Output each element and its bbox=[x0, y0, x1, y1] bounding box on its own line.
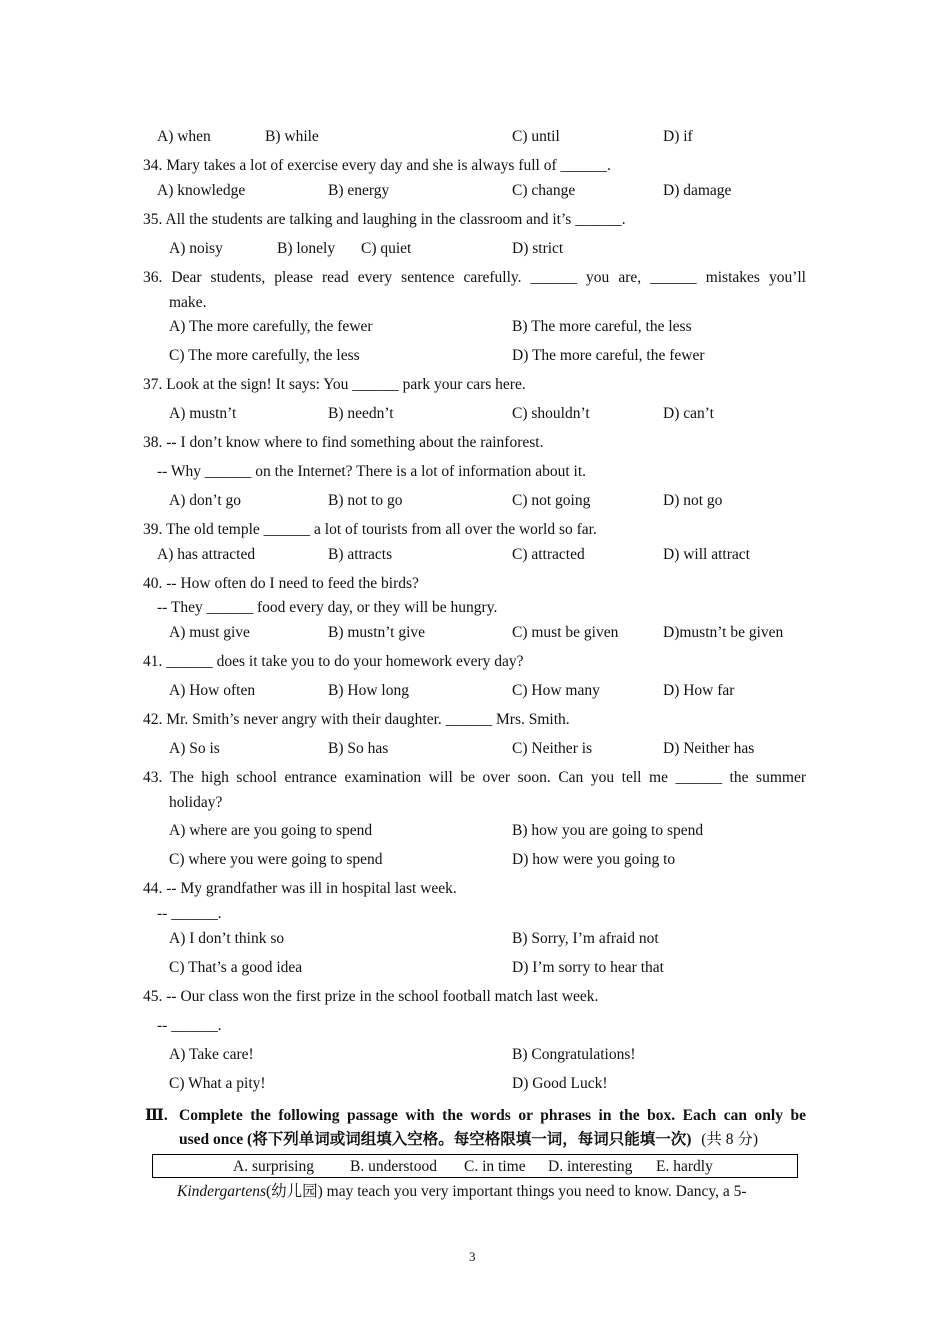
q37-option-c: C) shouldn’t bbox=[512, 405, 590, 422]
section3-instruction-line1: Complete the following passage with the words or phrases in the box. Each can only be bbox=[179, 1107, 806, 1124]
q34-option-d: D) damage bbox=[663, 182, 732, 199]
word-box-item-d: D. interesting bbox=[548, 1158, 633, 1175]
q43-option-a: A) where are you going to spend bbox=[169, 822, 373, 839]
q35-option-b: B) lonely bbox=[277, 240, 336, 257]
q43-stem: 43. The high school entrance examination will be over soon. Can you tell me ______ the summer bbox=[143, 769, 806, 786]
word-box bbox=[152, 1154, 798, 1178]
q37-option-a: A) mustn’t bbox=[169, 405, 237, 422]
q34-stem: 34. Mary takes a lot of exercise every day and she is always full of ______. bbox=[143, 157, 611, 174]
q38-option-a: A) don’t go bbox=[169, 492, 242, 509]
q44-option-b: B) Sorry, I’m afraid not bbox=[512, 930, 659, 947]
q36-stem-continued: make. bbox=[169, 294, 207, 311]
q43-stem-continued: holiday? bbox=[169, 794, 223, 811]
page-number: 3 bbox=[469, 1249, 476, 1264]
q45-option-d: D) Good Luck! bbox=[512, 1075, 608, 1092]
q40-stem: 40. -- How often do I need to feed the birds? bbox=[143, 575, 419, 592]
q37-option-b: B) needn’t bbox=[328, 405, 394, 422]
q40-stem-continued: -- They ______ food every day, or they will be hungry. bbox=[157, 599, 498, 616]
q42-option-d: D) Neither has bbox=[663, 740, 755, 757]
q35-option-c: C) quiet bbox=[361, 240, 412, 257]
q38-option-d: D) not go bbox=[663, 492, 723, 509]
q42-option-c: C) Neither is bbox=[512, 740, 593, 757]
section3-instruction-line2 bbox=[179, 1130, 758, 1150]
word-box-item-e: E. hardly bbox=[656, 1158, 713, 1175]
q45-option-a: A) Take care! bbox=[169, 1046, 254, 1063]
q39-option-b: B) attracts bbox=[328, 546, 393, 563]
word-box-item-c: C. in time bbox=[464, 1158, 526, 1175]
q35-option-a: A) noisy bbox=[169, 240, 223, 257]
q44-option-d: D) I’m sorry to hear that bbox=[512, 959, 664, 976]
q36-stem: 36. Dear students, please read every sentence carefully. ______ you are, ______ mistakes you’ll bbox=[143, 269, 806, 286]
q41-option-c: C) How many bbox=[512, 682, 600, 699]
q38-stem-continued: -- Why ______ on the Internet? There is a lot of information about it. bbox=[157, 463, 587, 480]
q40-option-b: B) mustn’t give bbox=[328, 624, 426, 641]
q42-stem: 42. Mr. Smith’s never angry with their daughter. ______ Mrs. Smith. bbox=[143, 711, 570, 728]
q33-option-a: A) when bbox=[157, 128, 211, 145]
q39-option-c: C) attracted bbox=[512, 546, 585, 563]
q43-option-c: C) where you were going to spend bbox=[169, 851, 383, 868]
q40-option-c: C) must be given bbox=[512, 624, 619, 641]
q42-option-b: B) So has bbox=[328, 740, 389, 757]
q38-stem: 38. -- I don’t know where to find something about the rainforest. bbox=[143, 434, 544, 451]
q44-option-c: C) That’s a good idea bbox=[169, 959, 303, 976]
q43-option-b: B) how you are going to spend bbox=[512, 822, 704, 839]
q36-option-b: B) The more careful, the less bbox=[512, 318, 692, 335]
section3-numeral: Ⅲ. bbox=[145, 1107, 168, 1124]
q41-option-d: D) How far bbox=[663, 682, 735, 699]
q36-option-a: A) The more carefully, the fewer bbox=[169, 318, 373, 335]
q39-option-a: A) has attracted bbox=[157, 546, 256, 563]
q39-stem: 39. The old temple ______ a lot of tourists from all over the world so far. bbox=[143, 521, 597, 538]
q38-option-b: B) not to go bbox=[328, 492, 403, 509]
section3-instruction-bold: used once (将下列单词或词组填入空格。每空格限填一词，每词只能填一次) bbox=[179, 1131, 692, 1148]
q36-option-c: C) The more carefully, the less bbox=[169, 347, 360, 364]
q34-option-b: B) energy bbox=[328, 182, 390, 199]
q40-option-a: A) must give bbox=[169, 624, 250, 641]
passage-first-line bbox=[177, 1182, 747, 1202]
q37-stem: 37. Look at the sign! It says: You ______ park your cars here. bbox=[143, 376, 526, 393]
q33-option-b: B) while bbox=[265, 128, 319, 145]
q38-option-c: C) not going bbox=[512, 492, 591, 509]
q44-option-a: A) I don’t think so bbox=[169, 930, 285, 947]
q33-option-c: C) until bbox=[512, 128, 560, 145]
q40-option-d: D)mustn’t be given bbox=[663, 624, 784, 641]
q39-option-d: D) will attract bbox=[663, 546, 750, 563]
q44-stem: 44. -- My grandfather was ill in hospital last week. bbox=[143, 880, 457, 897]
q45-stem: 45. -- Our class won the first prize in the school football match last week. bbox=[143, 988, 599, 1005]
q34-option-c: C) change bbox=[512, 182, 576, 199]
q44-stem-continued: -- ______. bbox=[157, 905, 222, 922]
q43-option-d: D) how were you going to bbox=[512, 851, 676, 868]
section3-score: (共 8 分) bbox=[701, 1131, 759, 1148]
q35-stem: 35. All the students are talking and laughing in the classroom and it’s ______. bbox=[143, 211, 626, 228]
passage-italic-word: Kindergartens bbox=[177, 1183, 266, 1200]
q37-option-d: D) can’t bbox=[663, 405, 714, 422]
q34-option-a: A) knowledge bbox=[157, 182, 246, 199]
word-box-item-b: B. understood bbox=[350, 1158, 437, 1175]
q41-option-a: A) How often bbox=[169, 682, 256, 699]
q41-stem: 41. ______ does it take you to do your homework every day? bbox=[143, 653, 524, 670]
q33-option-d: D) if bbox=[663, 128, 693, 145]
q45-option-b: B) Congratulations! bbox=[512, 1046, 636, 1063]
q41-option-b: B) How long bbox=[328, 682, 409, 699]
q35-option-d: D) strict bbox=[512, 240, 564, 257]
q45-stem-continued: -- ______. bbox=[157, 1017, 222, 1034]
q36-option-d: D) The more careful, the fewer bbox=[512, 347, 705, 364]
q45-option-c: C) What a pity! bbox=[169, 1075, 266, 1092]
q42-option-a: A) So is bbox=[169, 740, 220, 757]
word-box-item-a: A. surprising bbox=[233, 1158, 314, 1175]
passage-text: (幼儿园) may teach you very important things you need to know. Dancy, a 5- bbox=[265, 1183, 747, 1200]
